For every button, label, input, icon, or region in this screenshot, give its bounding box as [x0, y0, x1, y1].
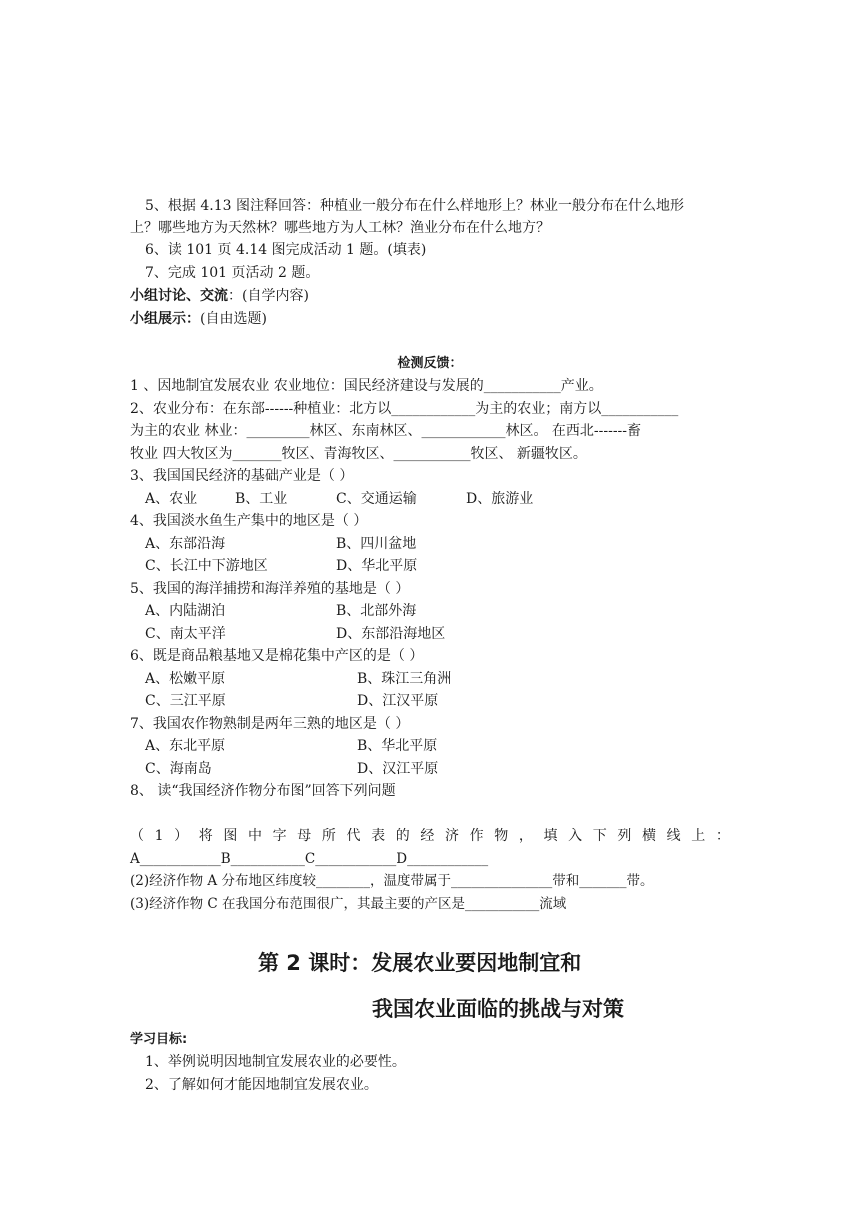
question-6: 6、读 101 页 4.14 图完成活动 1 题。(填表) — [145, 242, 427, 258]
sub1-char: 入 — [568, 828, 583, 844]
question-7b-option-a: A、东北平原 — [145, 738, 226, 754]
question-7b-option-b: B、华北平原 — [357, 738, 438, 754]
question-3-option-d: D、旅游业 — [466, 491, 534, 507]
sub1-char: 中 — [248, 828, 263, 844]
sub1-char: 作 — [469, 828, 484, 844]
sub1-char: 下 — [592, 828, 607, 844]
sub1-char: ： — [715, 828, 730, 844]
question-5-line-2: 上？哪些地方为天然林？哪些地方为人工林？渔业分布在什么地方？ — [130, 220, 550, 236]
question-5b-option-a: A、内陆湖泊 — [145, 603, 226, 619]
sub1-char: ， — [518, 828, 533, 844]
objective-item: 1、举例说明因地制宜发展农业的必要性。 — [145, 1054, 406, 1070]
sub1-char: 图 — [223, 828, 238, 844]
show-text: (自由选题) — [200, 311, 267, 327]
question-7b-option-d: D、汉江平原 — [357, 761, 439, 777]
sub1-char: 代 — [346, 828, 361, 844]
sub1-char: 横 — [642, 828, 657, 844]
sub1-char: 物 — [494, 828, 509, 844]
question-4-option-d: D、华北平原 — [336, 558, 418, 574]
sub1-char: 上 — [691, 828, 706, 844]
question-7: 7、完成 101 页活动 2 题。 — [145, 265, 320, 281]
fill-line-2: 2、农业分布：在东部------种植业：北方以____________为主的农业；南方以___________ — [130, 401, 679, 417]
question-5-line-1: 5、根据 4.13 图注释回答：种植业一般分布在什么样地形上？林业一般分布在什么地形 — [145, 198, 684, 214]
discussion-label: 小组讨论、交流 — [130, 288, 228, 304]
question-8-sub1-blanks: A____________B___________C____________D____________ — [130, 851, 489, 867]
question-4-stem: 4、我国淡水鱼生产集中的地区是（ ） — [130, 513, 368, 529]
sub1-char: 将 — [198, 828, 213, 844]
sub1-char: 母 — [297, 828, 312, 844]
question-6b-option-d: D、江汉平原 — [357, 693, 439, 709]
question-8-stem: 8、 读“我国经济作物分布图”回答下列问题 — [130, 783, 396, 799]
objectives-label: 学习目标: — [130, 1032, 188, 1047]
discussion-line — [130, 286, 309, 306]
question-4-option-c: C、长江中下游地区 — [145, 558, 268, 574]
sub1-char: 的 — [395, 828, 410, 844]
question-4-option-b: B、四川盆地 — [336, 536, 417, 552]
sub1-char: 字 — [272, 828, 287, 844]
question-6b-option-b: B、珠江三角洲 — [357, 671, 452, 687]
question-7b-option-c: C、海南岛 — [145, 761, 212, 777]
sub1-char: 填 — [543, 828, 558, 844]
question-8-sub3: (3)经济作物 C 在我国分布范围很广，其最主要的产区是___________流域 — [130, 896, 567, 912]
lesson-title-line-2: 我国农业面临的挑战与对策 — [372, 997, 624, 1021]
show-line — [130, 309, 267, 329]
show-label: 小组展示： — [130, 311, 200, 327]
sub1-char: 列 — [617, 828, 632, 844]
feedback-heading: 检测反馈： — [397, 356, 463, 371]
question-3-stem: 3、我国国民经济的基础产业是（ ） — [130, 468, 354, 484]
question-3-option-c: C、交通运输 — [336, 491, 417, 507]
objective-item: 2、了解如何才能因地制宜发展农业。 — [145, 1077, 378, 1093]
lesson-title-line-1: 第 2 课时：发展农业要因地制宜和 — [258, 951, 582, 975]
question-3-option-b: B、工业 — [235, 491, 288, 507]
question-3-option-a: A、农业 — [145, 491, 198, 507]
question-5b-option-b: B、北部外海 — [336, 603, 417, 619]
fill-line-1: 1 、因地制宜发展农业 农业地位：国民经济建设与发展的___________产业。 — [130, 378, 603, 394]
discussion-text: ：(自学内容) — [228, 288, 309, 304]
sub1-char: 经 — [420, 828, 435, 844]
fill-line-4: 牧业 四大牧区为_______牧区、青海牧区、___________牧区、 新疆牧区。 — [130, 446, 587, 462]
sub1-char: ） — [174, 828, 189, 844]
question-6b-option-c: C、三江平原 — [145, 693, 226, 709]
sub1-char: 线 — [666, 828, 681, 844]
question-8-sub1-spread — [130, 826, 730, 846]
question-5b-stem: 5、我国的海洋捕捞和海洋养殖的基地是（ ） — [130, 581, 410, 597]
question-7b-stem: 7、我国农作物熟制是两年三熟的地区是（ ） — [130, 716, 410, 732]
fill-line-3: 为主的农业 林业：_________林区、东南林区、____________林区。 在西北-------畜 — [130, 423, 642, 439]
question-8-sub2: (2)经济作物 A 分布地区纬度较________，温度带属于_______________带和_______带。 — [130, 873, 654, 889]
question-4-option-a: A、东部沿海 — [145, 536, 226, 552]
question-6b-option-a: A、松嫩平原 — [145, 671, 226, 687]
question-5b-option-d: D、东部沿海地区 — [336, 626, 446, 642]
question-5b-option-c: C、南太平洋 — [145, 626, 226, 642]
sub1-char: 表 — [371, 828, 386, 844]
sub1-char: 所 — [321, 828, 336, 844]
sub1-char: 1 — [154, 828, 164, 844]
sub1-char: （ — [130, 828, 144, 844]
question-6b-stem: 6、既是商品粮基地又是棉花集中产区的是（ ） — [130, 648, 424, 664]
sub1-char: 济 — [445, 828, 460, 844]
